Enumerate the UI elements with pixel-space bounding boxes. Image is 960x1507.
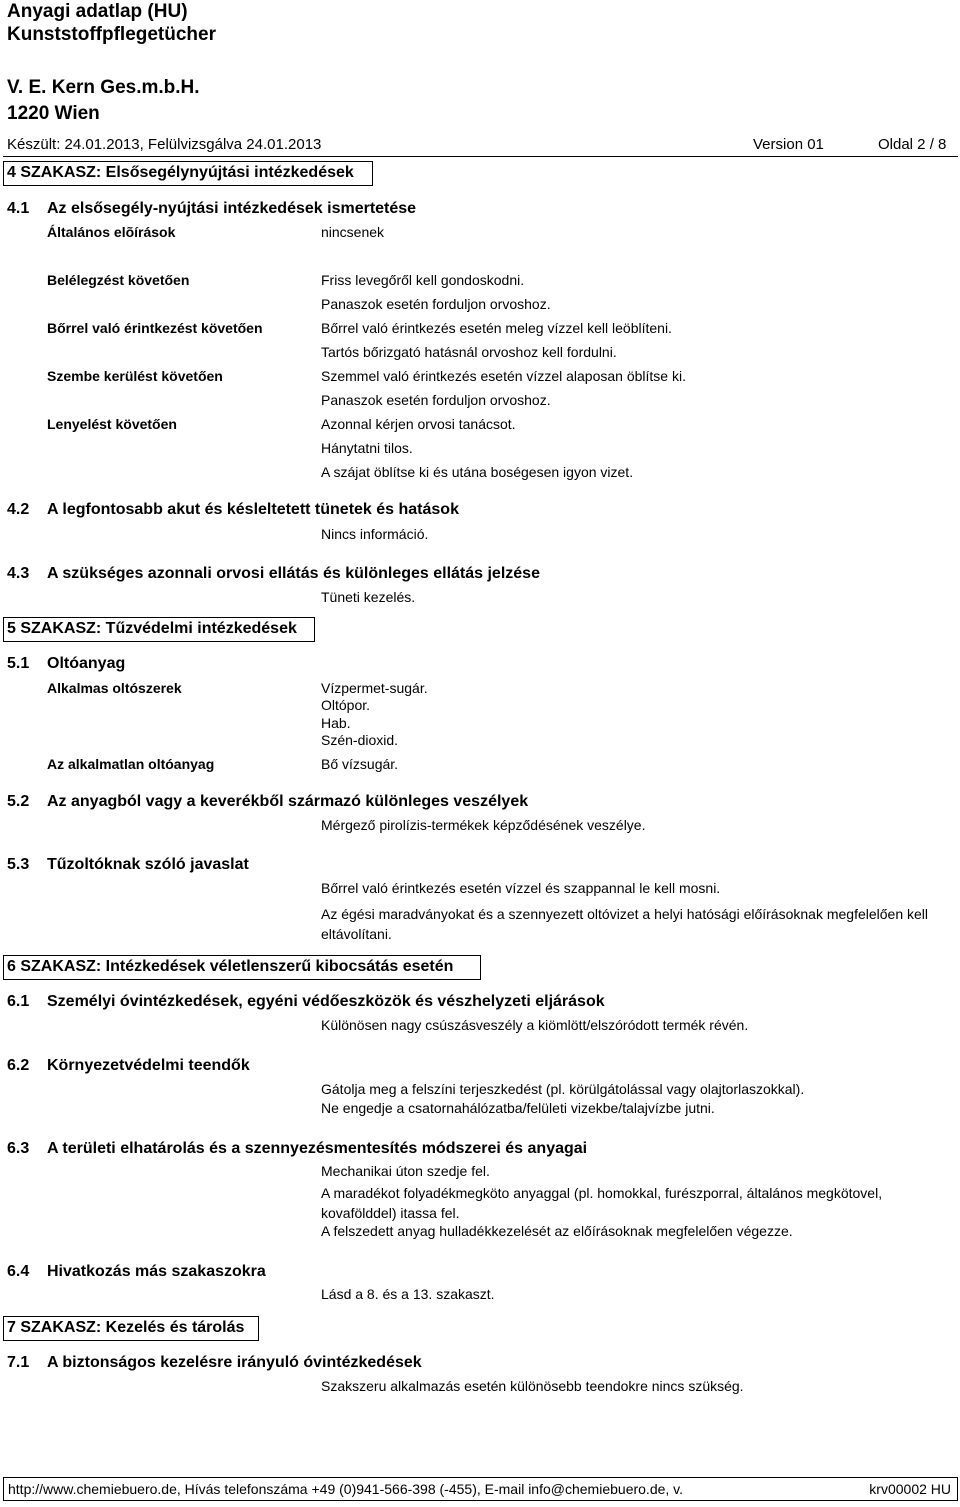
subsection-number: 6.3	[7, 1140, 30, 1157]
subsection-number: 4.1	[7, 200, 30, 217]
inhalation-value: Panaszok esetén forduljon orvoshoz.	[321, 296, 551, 312]
doc-title: Anyagi adatlap (HU)	[7, 1, 188, 22]
references-value: Lásd a 8. és a 13. szakaszt.	[321, 1286, 495, 1302]
cleanup-value: A maradékot folyadékmegköto anyaggal (pl. homokkal, furészporral, általános megkötovel, kovafölddel) itassa fel.	[321, 1185, 883, 1221]
subsection-title: Oltóanyag	[47, 655, 126, 672]
eye-contact-label: Szembe kerülést követően	[47, 368, 223, 384]
header-divider	[3, 156, 958, 157]
unsuitable-media-value: Bő vízsugár.	[321, 756, 399, 772]
inhalation-label: Belélegzést követően	[47, 272, 190, 288]
subsection-number: 6.2	[7, 1057, 30, 1074]
subsection-title: Az anyagból vagy a keverékből származó különleges veszélyek	[47, 793, 529, 810]
unsuitable-media-label: Az alkalmatlan oltóanyag	[47, 756, 215, 772]
safe-handling-value: Szakszeru alkalmazás esetén különösebb teendokre nincs szükség.	[321, 1378, 744, 1394]
subsection-title: Hivatkozás más szakaszokra	[47, 1263, 266, 1280]
subsection-number: 4.2	[7, 501, 30, 518]
ingestion-value: Hánytatni tilos.	[321, 440, 413, 456]
suitable-media-value: Vízpermet-sugár.	[321, 680, 428, 696]
section-5-header: 5 SZAKASZ: Tűzvédelmi intézkedések	[3, 617, 315, 642]
subsection-title: Személyi óvintézkedések, egyéni védőeszközök és vészhelyzeti eljárások	[47, 993, 605, 1010]
subsection-title: Az elsősegély-nyújtási intézkedések ismertetése	[47, 200, 417, 217]
skin-contact-value: Tartós bőrizgató hatásnál orvoshoz kell fordulni.	[321, 344, 617, 360]
company-city: 1220 Wien	[7, 103, 100, 124]
subsection-title: Környezetvédelmi teendők	[47, 1057, 250, 1074]
environmental-value: Ne engedje a csatornahálózatba/felületi vizekbe/talajvízbe jutni.	[321, 1100, 715, 1116]
treatment-value: Tüneti kezelés.	[321, 589, 416, 605]
ingestion-value: Azonnal kérjen orvosi tanácsot.	[321, 416, 516, 432]
skin-contact-label: Bőrrel való érintkezést követően	[47, 320, 263, 336]
eye-contact-value: Panaszok esetén forduljon orvoshoz.	[321, 392, 551, 408]
subsection-number: 5.3	[7, 856, 30, 873]
inhalation-value: Friss levegőről kell gondoskodni.	[321, 272, 525, 288]
suitable-media-value: Oltópor.	[321, 697, 371, 713]
page-number: Oldal 2 / 8	[878, 136, 947, 153]
subsection-number: 4.3	[7, 565, 30, 582]
revision-date: Készült: 24.01.2013, Felülvizsgálva 24.01.2013	[7, 136, 322, 153]
special-hazards-value: Mérgező pirolízis-termékek képződésének veszélye.	[321, 817, 646, 833]
suitable-media-label: Alkalmas oltószerek	[47, 680, 182, 696]
subsection-number: 5.2	[7, 793, 30, 810]
footer-code: krv00002 HU	[869, 1481, 951, 1497]
symptoms-value: Nincs információ.	[321, 526, 429, 542]
version-label: Version 01	[753, 136, 824, 153]
subsection-title: A területi elhatárolás és a szennyezésmentesítés módszerei és anyagai	[47, 1140, 588, 1157]
footer-bar	[3, 1477, 958, 1501]
section-4-header: 4 SZAKASZ: Elsősegélynyújtási intézkedések	[3, 161, 373, 186]
cleanup-value: A felszedett anyag hulladékkezelését az előírásoknak megfelelően végezze.	[321, 1223, 793, 1239]
section-6-header: 6 SZAKASZ: Intézkedések véletlenszerű kibocsátás esetén	[3, 955, 481, 980]
product-name: Kunststoffpflegetücher	[7, 24, 216, 45]
subsection-title: Tűzoltóknak szóló javaslat	[47, 856, 249, 873]
personal-precautions-value: Különösen nagy csúszásveszély a kiömlött/elszóródott termék révén.	[321, 1017, 749, 1033]
general-value: nincsenek	[321, 224, 385, 240]
footer-contact: http://www.chemiebuero.de, Hívás telefonszáma +49 (0)941-566-398 (-455), E-mail info@chemiebuero.de, v.	[8, 1481, 684, 1497]
subsection-title: A legfontosabb akut és késleltetett tünetek és hatások	[47, 501, 459, 518]
section-7-header: 7 SZAKASZ: Kezelés és tárolás	[3, 1316, 259, 1341]
subsection-number: 5.1	[7, 655, 30, 672]
subsection-title: A szükséges azonnali orvosi ellátás és különleges ellátás jelzése	[47, 565, 540, 582]
subsection-number: 6.4	[7, 1263, 30, 1280]
ingestion-value: A szájat öblítse ki és utána boségesen igyon vizet.	[321, 464, 634, 480]
ingestion-label: Lenyelést követően	[47, 416, 177, 432]
cleanup-value: Mechanikai úton szedje fel.	[321, 1163, 490, 1179]
firefighter-advice-value: Az égési maradványokat és a szennyezett oltóvizet a helyi hatósági előírásoknak megfelelően kell eltávolítani.	[321, 906, 929, 942]
suitable-media-value: Szén-dioxid.	[321, 732, 399, 748]
eye-contact-value: Szemmel való érintkezés esetén vízzel alaposan öblítse ki.	[321, 368, 686, 384]
subsection-number: 7.1	[7, 1354, 30, 1371]
subsection-number: 6.1	[7, 993, 30, 1010]
skin-contact-value: Bőrrel való érintkezés esetén meleg vízzel kell leöblíteni.	[321, 320, 672, 336]
suitable-media-value: Hab.	[321, 715, 351, 731]
subsection-title: A biztonságos kezelésre irányuló óvintézkedések	[47, 1354, 422, 1371]
general-label: Általános elõírások	[47, 224, 176, 240]
company-name: V. E. Kern Ges.m.b.H.	[7, 77, 200, 98]
environmental-value: Gátolja meg a felszíni terjeszkedést (pl. körülgátolással vagy olajtorlaszokkal).	[321, 1081, 805, 1097]
firefighter-advice-value: Bőrrel való érintkezés esetén vízzel és szappannal le kell mosni.	[321, 880, 721, 896]
